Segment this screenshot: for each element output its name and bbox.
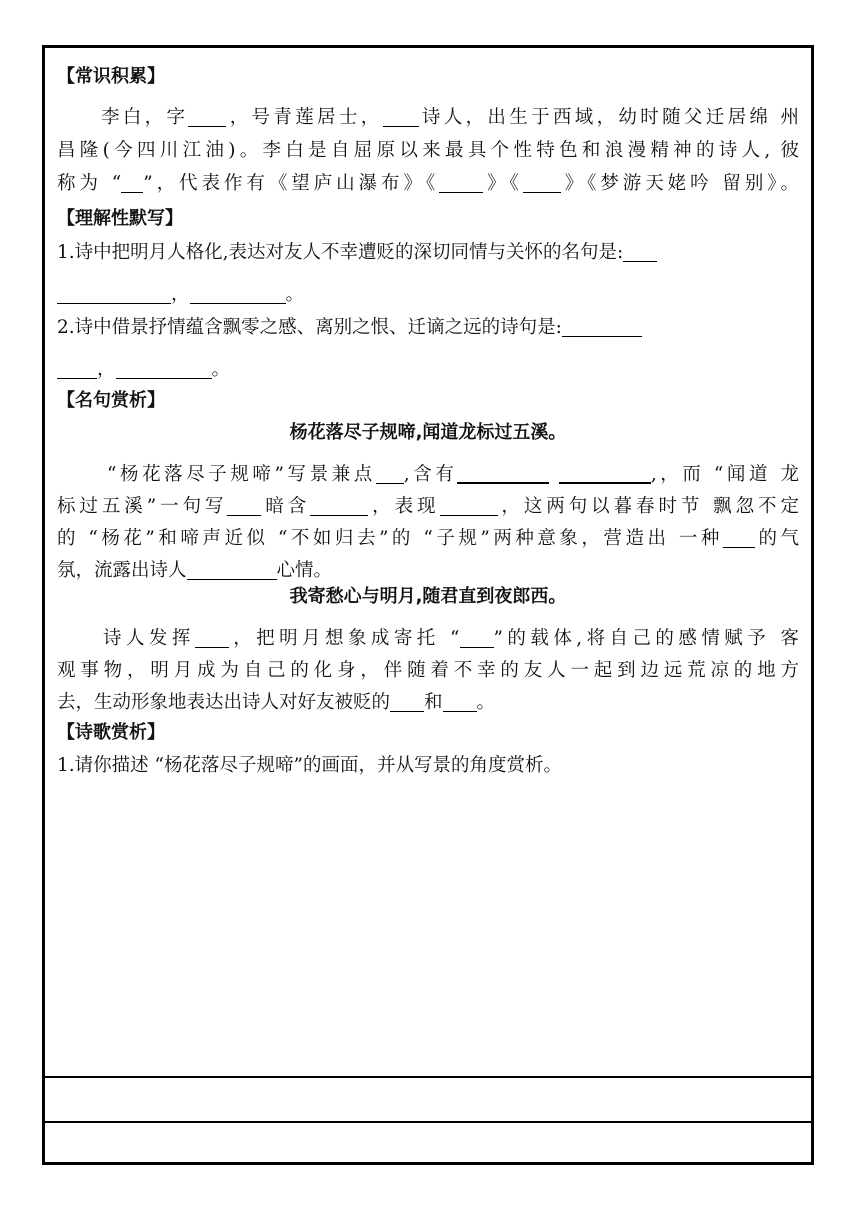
table-divider-2 <box>45 1121 811 1123</box>
blank-contains-1[interactable] <box>457 462 549 484</box>
blank-shows[interactable] <box>440 495 498 516</box>
appreciation-p2-line-1: 诗人发挥 ，把明月想象成寄托 “ ”的载体,将自己的感情赋予 客 <box>103 628 799 649</box>
blank-title[interactable] <box>121 172 143 193</box>
blank-technique[interactable] <box>195 627 229 648</box>
blank-q2-line-1[interactable] <box>57 358 97 379</box>
blank-q2-start[interactable] <box>562 316 642 337</box>
dictation-question-1: 1.诗中把明月人格化,表达对友人不幸遭贬的深切同情与关怀的名句是: <box>57 240 657 266</box>
dictation-question-2: 2.诗中借景抒情蕴含飘零之感、离别之恨、迁谪之远的诗句是: <box>57 315 642 341</box>
poem-analysis-question-1: 1.请你描述 “杨花落尽子规啼”的画面，并从写景的角度赏析。 <box>57 755 562 776</box>
blank-q1-line-1[interactable] <box>57 283 171 304</box>
dictation-answer-1: ， 。 <box>57 282 304 308</box>
knowledge-line-1: 李白，字 ，号青莲居士， 诗人，出生于西域，幼时随父迁居绵 州 <box>101 107 799 128</box>
blank-zi[interactable] <box>188 106 226 127</box>
blank-contains-2[interactable] <box>559 462 651 484</box>
table-divider-1 <box>45 1076 811 1078</box>
blank-sympathy[interactable] <box>390 691 424 712</box>
appreciation-p1-line-2: 标过五溪”一句写 暗含 ，表现 ，这两句以暮春时节 飘忽不定 <box>57 496 799 517</box>
section-title-dictation: 【理解性默写】 <box>57 208 183 229</box>
blank-describe[interactable] <box>227 495 261 516</box>
section-title-appreciation: 【名句赏析】 <box>57 390 165 411</box>
blank-q2-line-2[interactable] <box>116 358 212 379</box>
dictation-answer-2: ， 。 <box>57 357 230 383</box>
blank-season[interactable] <box>376 463 404 484</box>
blank-carrier[interactable] <box>460 627 494 648</box>
appreciation-p2-line-2: 观事物，明月成为自己的化身，伴随着不幸的友人一起到边远荒凉的地方 <box>57 660 799 681</box>
blank-work-1[interactable] <box>439 172 483 193</box>
appreciation-p1-line-1: “杨花落尽子规啼”写景兼点 ,含有 ,，而 “闻道 龙 <box>107 464 799 485</box>
section-title-knowledge: 【常识积累】 <box>57 66 165 87</box>
worksheet-frame <box>42 45 814 1165</box>
appreciation-p1-line-4: 氛，流露出诗人 心情。 <box>57 560 333 581</box>
verse-1: 杨花落尽子规啼,闻道龙标过五溪。 <box>289 422 567 443</box>
section-title-poem-analysis: 【诗歌赏析】 <box>57 722 165 743</box>
blank-q1-start[interactable] <box>623 241 657 262</box>
blank-atmosphere[interactable] <box>723 527 755 548</box>
blank-q1-line-2[interactable] <box>190 283 286 304</box>
knowledge-line-2: 昌隆(今四川江油)。李白是自屈原以来最具个性特色和浪漫精神的诗人, 彼 <box>57 140 799 161</box>
blank-implies[interactable] <box>310 495 368 516</box>
verse-2: 我寄愁心与明月,随君直到夜郎西。 <box>289 586 567 607</box>
appreciation-p2-line-3: 去，生动形象地表达出诗人对好友被贬的 和 。 <box>57 692 496 713</box>
knowledge-line-3: 称为 “ ”，代表作有《望庐山瀑布》《 》《 》《梦游天姥吟 留别》。 <box>57 173 799 194</box>
blank-feeling[interactable] <box>187 559 277 580</box>
blank-care[interactable] <box>443 691 477 712</box>
blank-dynasty[interactable] <box>383 106 419 127</box>
appreciation-p1-line-3: 的 “杨花”和啼声近似 “不如归去”的 “子规”两种意象，营造出 一种 的气 <box>57 528 799 549</box>
blank-work-2[interactable] <box>523 172 561 193</box>
